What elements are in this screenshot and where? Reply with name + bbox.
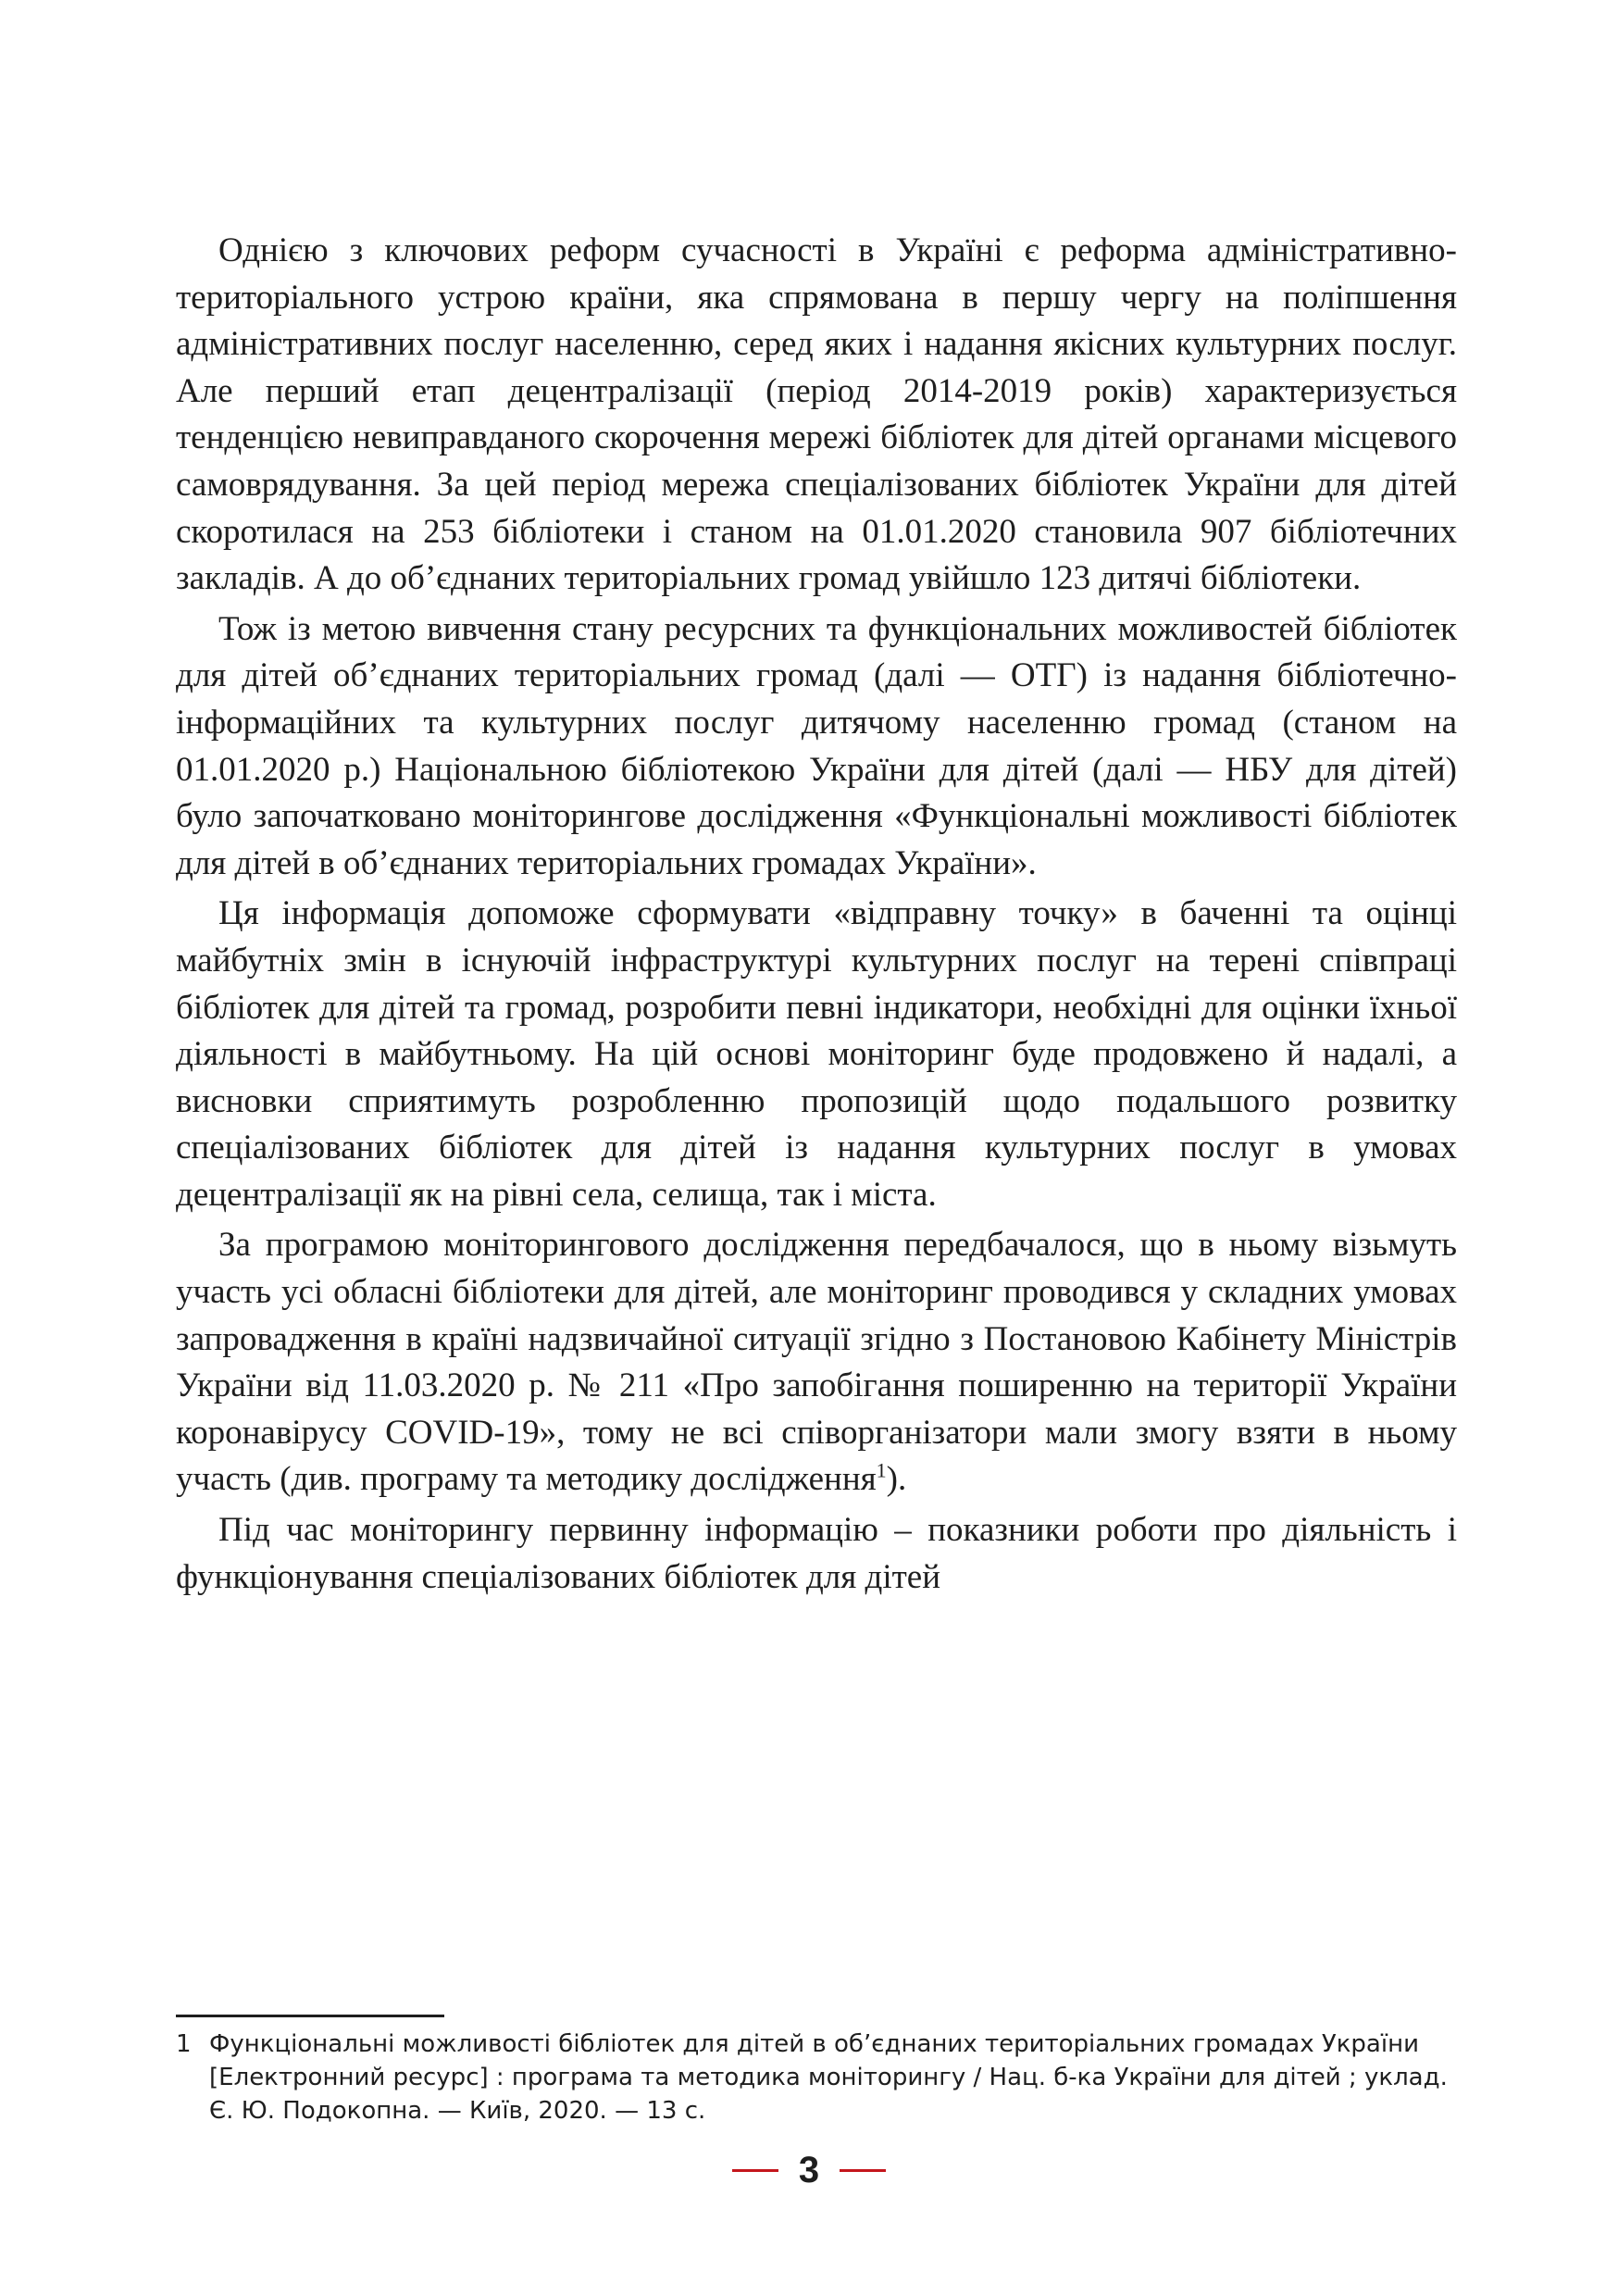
paragraph: Тож із метою вивчення стану ресурсних та функціональних можливостей бібліотек для дітей об’єднаних територіальних громад (далі — ОТГ) із надання бібліотечно-інформаційних та культурних послуг дитячому населенню громад (станом на 01.01.2020 р.) Національною бібліотекою України для дітей (далі — НБУ для дітей) було започатковано моніторингове дослідження «Функціональні можливості бібліотек для дітей в об’єднаних територіальних громадах України». — [176, 609, 1457, 882]
body-text — [176, 228, 1457, 1604]
footnote-number: 1 — [176, 2030, 192, 2058]
paragraph: Ця інформація допоможе сформувати «відправну точку» в баченні та оцінці майбутніх змін в існуючій інфраструктурі культурних послуг на терені співпраці бібліотек для дітей та громад, розробити певні індикатори, необхідні для оцінки їхньої діяльності в майбутньому. На цій основі моніторинг буде продовжено й надалі, а висновки сприятимуть розробленню пропозицій щодо подальшого розвитку спеціалізованих бібліотек для дітей із надання культурних послуг в умовах децентралізації як на рівні села, селища, так і міста. — [176, 894, 1457, 1214]
paragraph: Однією з ключових реформ сучасності в Україні є реформа адміністративно-територіального устрою країни, яка спрямована в першу чергу на поліпшення адміністративних послуг населенню, серед яких і надання якісних культурних послуг. Але перший етап децентралізації (період 2014-2019 років) характеризується тенденцією невиправданого скорочення мережі бібліотек для дітей органами місцевого самоврядування. За цей період мережа спеціалізованих бібліотек України для дітей скоротилася на 253 бібліотеки і станом на 01.01.2020 становила 907 бібліотечних закладів. А до об’єднаних територіальних громад увійшло 123 дитячі бібліотеки. — [176, 231, 1457, 598]
footnote-divider — [176, 2015, 444, 2017]
page-number: 3 — [798, 2149, 820, 2190]
page-number-dash-left — [732, 2169, 778, 2172]
footnote-text: Функціональні можливості бібліотек для дітей в об’єднаних територіальних громадах України [Електронний ресурс] : програма та методика моніторингу / Нац. б-ка України для дітей ; уклад. Є. Ю. Подокопна. — Київ, 2020. — 13 с. — [209, 2030, 1448, 2125]
page-number-dash-right — [840, 2169, 886, 2172]
paragraph-with-footnote-ref — [176, 1222, 1457, 1504]
paragraph-end: ). — [886, 1460, 907, 1499]
paragraph: Під час моніторингу первинну інформацію – показники роботи про діяльність і функціонування спеціалізованих бібліотек для дітей — [176, 1511, 1457, 1596]
page-footer — [0, 2142, 1618, 2198]
paragraph-text: За програмою моніторингового дослідження передбачалося, що в ньому візьмуть участь усі обласні бібліотеки для дітей, але моніторинг проводився у складних умовах запровадження в країні надзвичайної ситуації згідно з Постановою Кабінету Міністрів України від 11.03.2020 р. № 211 «Про запобігання поширенню на території України коронавірусу COVID-19», тому не всі співорганізатори мали змогу взяти в ньому участь (див. програму та методику дослідження — [176, 1226, 1457, 1499]
footnote — [176, 2028, 1457, 2128]
footnote-reference[interactable]: 1 — [876, 1459, 887, 1483]
